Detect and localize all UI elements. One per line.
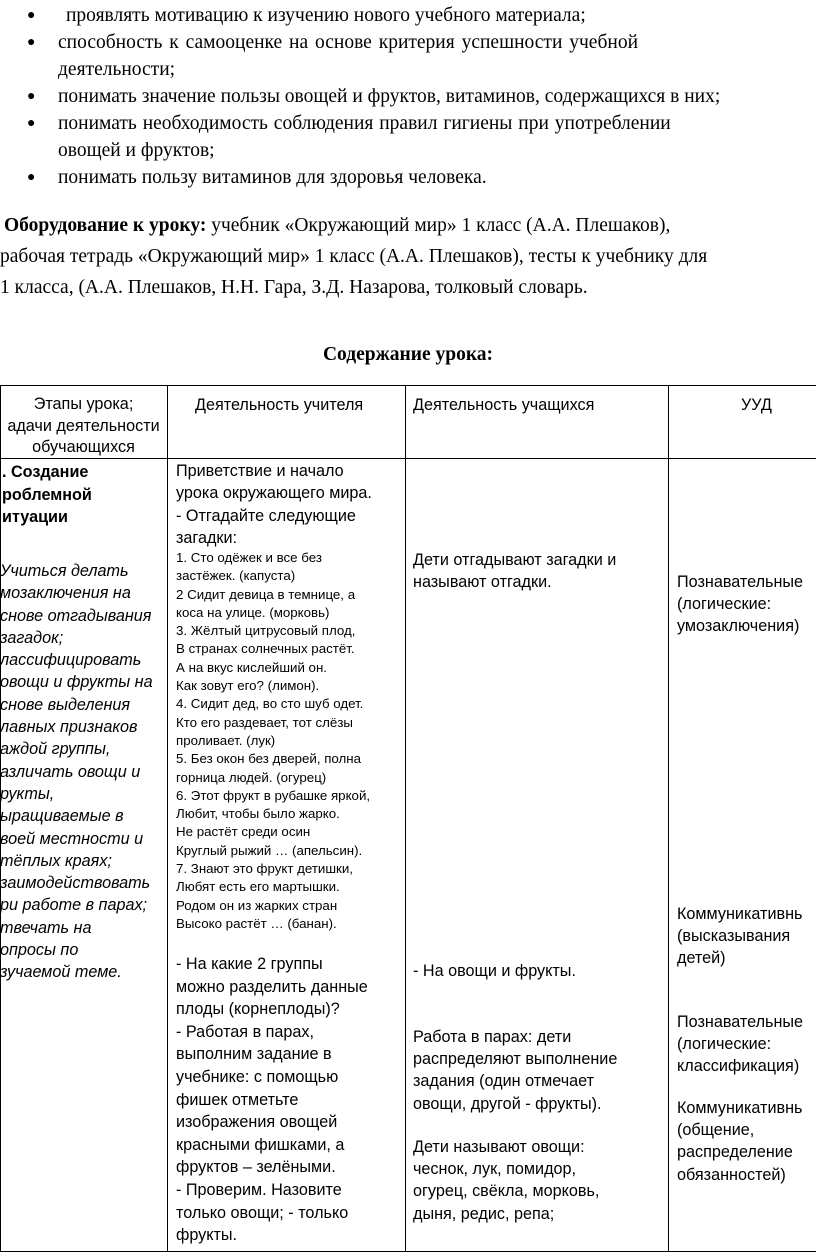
lesson-table [0, 385, 816, 1256]
teacher-intro [176, 460, 372, 549]
text-line: проливает. (лук) [176, 732, 276, 748]
students-block-groups: - На овощи и фрукты. [413, 962, 576, 980]
text-line: фруктов – зелёными. [176, 1158, 336, 1177]
text-line: заимодействовать [0, 874, 151, 893]
uud-line: умозаключения) [677, 617, 800, 636]
uud-line: (логические: [677, 595, 772, 614]
text-line: Кто его раздевает, тот слёзы [176, 714, 353, 730]
teacher-line: - Отгадайте следующие [176, 506, 356, 525]
table-border [405, 385, 406, 1252]
students-line: Дети называют овощи: [413, 1138, 585, 1156]
table-border [0, 385, 816, 386]
uud-communicative-cooperation [677, 1097, 802, 1186]
text-line: опросы по [0, 941, 79, 960]
text-line: рукты, [0, 784, 55, 803]
uud-line: Коммуникативнь [677, 1099, 803, 1117]
uud-line: распределение [677, 1143, 793, 1162]
text-line: изображения овощей [176, 1113, 338, 1132]
equipment-line-3: 1 класса, (А.А. Плешаков, Н.Н. Гара, З.Д. Назарова, толковый словарь. [0, 277, 588, 298]
teacher-questions [176, 953, 368, 1247]
uud-line: Коммуникативнь [677, 905, 803, 923]
uud-cognitive-inference [677, 571, 803, 638]
header-stages [0, 394, 167, 459]
bullet-dot-icon: ● [27, 35, 36, 50]
objective-text: проявлять мотивацию к изучению нового учебного материала; [66, 5, 586, 26]
teacher-line: загадки: [176, 528, 238, 547]
header-uud: УУД [741, 396, 772, 414]
text-line: 2 Сидит девица в темнице, а [176, 586, 356, 602]
equipment-label: Оборудование к уроку: [4, 215, 207, 236]
text-line: азличать овощи и [0, 762, 141, 781]
equipment-text: учебник «Окружающий мир» 1 класс (А.А. Плешаков), [206, 215, 671, 236]
uud-communicative-statements [677, 903, 802, 970]
uud-line: (общение, [677, 1121, 755, 1140]
objective-text: деятельности; [58, 59, 176, 80]
bullet-dot-icon: ● [27, 8, 36, 23]
text-line: 7. Знают это фрукт детишки, [176, 861, 353, 877]
text-line: 1. Сто одёжек и все без [176, 550, 322, 565]
students-line: овощи, другой - фрукты). [413, 1094, 602, 1113]
text-line: Любит, чтобы было жарко. [176, 806, 340, 822]
text-line: снове отгадывания [0, 606, 152, 625]
text-line: коса на улице. (морковь) [176, 604, 330, 620]
text-line: можно разделить данные [176, 977, 368, 996]
text-line: только овощи; - только [176, 1203, 349, 1222]
text-line: твечать на [0, 918, 92, 937]
header-line: адачи деятельности [7, 416, 160, 435]
stage-title-line: роблемной [2, 485, 92, 504]
uud-line: детей) [677, 949, 726, 968]
students-line: дыня, редис, репа; [413, 1204, 555, 1223]
text-line: Как зовут его? (лимон). [176, 678, 320, 694]
equipment-line-1 [4, 210, 670, 241]
text-line: аждой группы, [0, 740, 111, 759]
uud-cognitive-classification [677, 1011, 803, 1078]
riddles-list [176, 549, 370, 933]
text-line: фрукты. [176, 1226, 238, 1245]
uud-line: Познавательные [677, 1013, 804, 1031]
header-students: Деятельность учащихся [413, 396, 595, 414]
objective-text: понимать пользу витаминов для здоровья человека. [58, 167, 487, 188]
text-line: 6. Этот фрукт в рубашке яркой, [176, 787, 371, 803]
table-border [167, 385, 168, 1252]
objective-text: овощей и фруктов; [58, 140, 215, 161]
text-line: выполним задание в [176, 1045, 332, 1064]
text-line: 3. Жёлтый цитрусовый плод, [176, 623, 356, 639]
students-line: чеснок, лук, помидор, [413, 1160, 577, 1179]
text-line: загадок; [0, 628, 64, 647]
text-line: тёплых краях; [0, 851, 112, 870]
header-line: обучающихся [32, 438, 135, 456]
text-line: лавных признаков [0, 718, 138, 737]
text-line: Родом он из жарких стран [176, 897, 338, 913]
students-line: распределяют выполнение [413, 1050, 618, 1069]
text-line: 5. Без окон без дверей, полна [176, 751, 362, 767]
uud-line: классификация) [677, 1057, 800, 1076]
text-line: овощи и фрукты на [0, 673, 153, 692]
text-line: ри работе в парах; [0, 896, 148, 915]
text-line: зучаемой теме. [0, 963, 122, 982]
table-border [0, 1251, 816, 1252]
stage-title [2, 461, 92, 529]
text-line: застёжек. (капуста) [176, 568, 296, 584]
text-line: ыращиваемые в [0, 807, 124, 826]
table-border [668, 385, 669, 1252]
students-block-riddles [413, 549, 616, 593]
stage-tasks [0, 560, 153, 984]
objective-text: способность к самооценке на основе критерия успешности учебной [58, 32, 639, 53]
teacher-line: Приветствие и начало [176, 462, 344, 480]
text-line: учебнике: с помощью [176, 1067, 339, 1086]
lesson-content-heading: Содержание урока: [322, 344, 494, 365]
text-line: Учиться делать [0, 562, 129, 580]
text-line: 4. Сидит дед, во сто шуб одет. [176, 696, 364, 712]
text-line: горница людей. (огурец) [176, 769, 327, 785]
text-line: плоды (корнеплоды)? [176, 1000, 340, 1019]
objective-text: понимать значение пользы овощей и фруктов, витаминов, содержащихся в них; [58, 86, 721, 107]
students-block-pairs [413, 1026, 617, 1115]
uud-line: Познавательные [677, 573, 804, 591]
text-line: А на вкус кислейший он. [176, 659, 327, 675]
uud-line: обязанностей) [677, 1165, 786, 1184]
uud-line: (высказывания [677, 927, 791, 946]
equipment-line-2: рабочая тетрадь «Окружающий мир» 1 класс (А.А. Плешаков), тесты к учебнику для [0, 246, 708, 267]
text-line: мозаключения на [0, 584, 131, 603]
students-line: называют отгадки. [413, 573, 552, 592]
uud-line: (логические: [677, 1035, 772, 1054]
students-line: задания (один отмечает [413, 1072, 595, 1091]
text-line: В странах солнечных растёт. [176, 641, 355, 657]
bullet-dot-icon: ● [27, 89, 36, 104]
text-line: Не растёт среди осин [176, 824, 311, 840]
text-line: Любят есть его мартышки. [176, 879, 340, 895]
bullet-dot-icon: ● [27, 116, 36, 131]
text-line: лассифицировать [0, 651, 142, 670]
students-line: Работа в парах: дети [413, 1028, 572, 1046]
header-teacher: Деятельность учителя [195, 396, 364, 414]
text-line: снове выделения [0, 695, 131, 714]
text-line: - На какие 2 группы [176, 955, 323, 973]
text-line: - Работая в парах, [176, 1022, 315, 1041]
text-line: Высоко растёт … (банан). [176, 915, 337, 931]
bullet-dot-icon: ● [27, 170, 36, 185]
students-line: огурец, свёкла, морковь, [413, 1182, 600, 1201]
students-line: Дети отгадывают загадки и [413, 551, 617, 569]
text-line: - Проверим. Назовите [176, 1180, 342, 1199]
teacher-line: урока окружающего мира. [176, 484, 372, 503]
text-line: фишек отметьте [176, 1090, 299, 1109]
stage-title-line: итуации [2, 508, 68, 526]
text-line: красными фишками, а [176, 1135, 345, 1154]
header-line: Этапы урока; [33, 395, 134, 413]
objective-text: понимать необходимость соблюдения правил гигиены при употреблении [58, 113, 671, 134]
students-block-vegetables [413, 1136, 599, 1225]
text-line: воей местности и [0, 829, 144, 848]
text-line: Круглый рыжий … (апельсин). [176, 842, 363, 858]
stage-title-line: . Создание [2, 463, 89, 481]
